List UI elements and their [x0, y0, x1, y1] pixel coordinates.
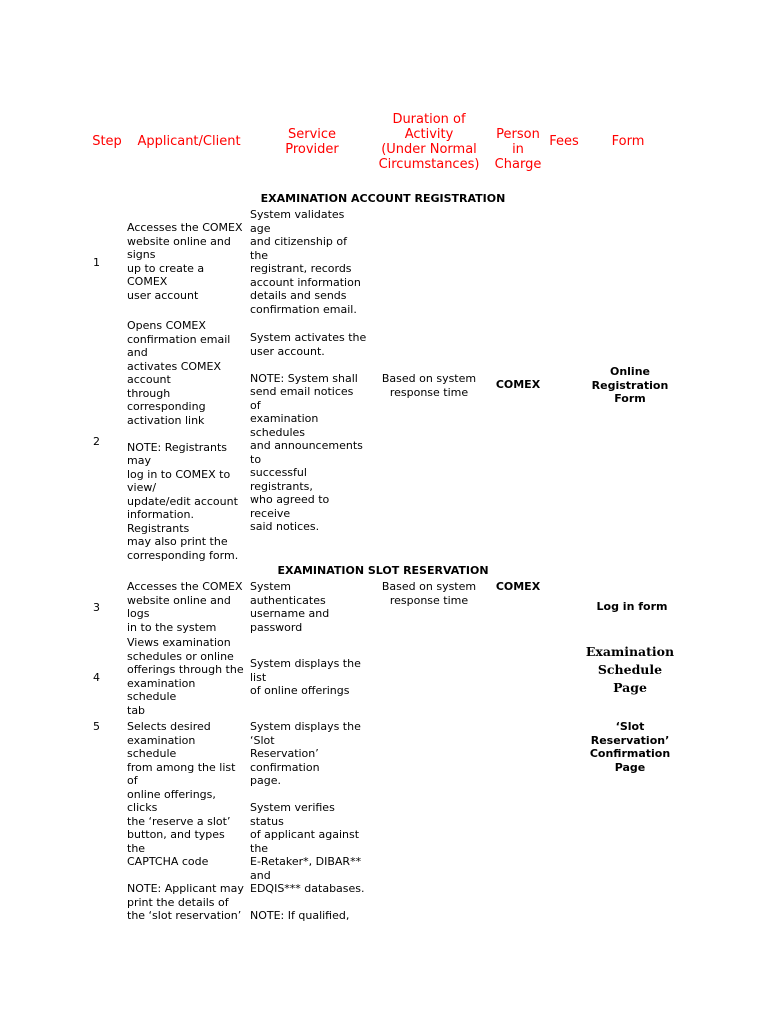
applicant-action: Accesses the COMEX website online and signs up to create a COMEX user account: [127, 221, 243, 302]
provider-action: System activates the user account. NOTE: System shall send email notices of examination schedules and announcements to successful registrants, who agreed to receive said notices.: [250, 331, 367, 533]
step-number: 3: [93, 601, 100, 614]
step-number: 4: [93, 671, 100, 684]
person-in-charge-value: COMEX: [495, 580, 541, 593]
applicant-action: Opens COMEX confirmation email and activates COMEX account through corresponding activation link NOTE: Registrants may log in to COMEX to view/ update/edit account information. Registrants may also print the corresponding form.: [127, 319, 239, 562]
duration-value: Based on system response time: [381, 372, 477, 399]
header-fees: Fees: [549, 134, 579, 149]
header-duration: Duration of Activity (Under Normal Circumstances): [378, 112, 480, 172]
provider-action: System validates age and citizenship of the registrant, records account information details and sends confirmation email.: [250, 208, 361, 316]
section-title-registration: EXAMINATION ACCOUNT REGISTRATION: [260, 192, 506, 205]
duration-value: Based on system response time: [381, 580, 477, 607]
step-number: 2: [93, 435, 100, 448]
form-value: Examination Schedule Page: [585, 644, 675, 695]
person-in-charge-value: COMEX: [495, 378, 541, 391]
header-provider: Service Provider: [285, 127, 339, 157]
header-applicant: Applicant/Client: [137, 134, 241, 149]
header-person-in-charge: Person in Charge: [494, 127, 542, 172]
provider-action: System authenticates username and password: [250, 580, 330, 634]
step-number: 5: [93, 720, 100, 733]
applicant-action: Views examination schedules or online offerings through the examination schedule tab: [127, 636, 244, 717]
step-number: 1: [93, 256, 100, 269]
form-value: ‘Slot Reservation’ Confirmation Page: [589, 720, 671, 774]
section-title-reservation: EXAMINATION SLOT RESERVATION: [277, 564, 489, 577]
form-value: Online Registration Form: [591, 365, 669, 405]
header-form: Form: [611, 134, 645, 149]
applicant-action: Accesses the COMEX website online and logs in to the system: [127, 580, 243, 634]
provider-action: System displays the ‘Slot Reservation’ confirmation page. System verifies status of applicant against the E-Retaker*, DIBAR** and EDQIS*** databases. NOTE: If qualified,: [250, 720, 365, 922]
provider-action: System displays the list of online offerings: [250, 657, 361, 697]
form-value: Log in form: [596, 600, 668, 613]
applicant-action: Selects desired examination schedule from among the list of online offerings, clicks the ‘reserve a slot’ button, and types the CAPTCHA code NOTE: Applicant may print the details of the ‘slot reservation’: [127, 720, 244, 922]
header-step: Step: [92, 134, 122, 149]
